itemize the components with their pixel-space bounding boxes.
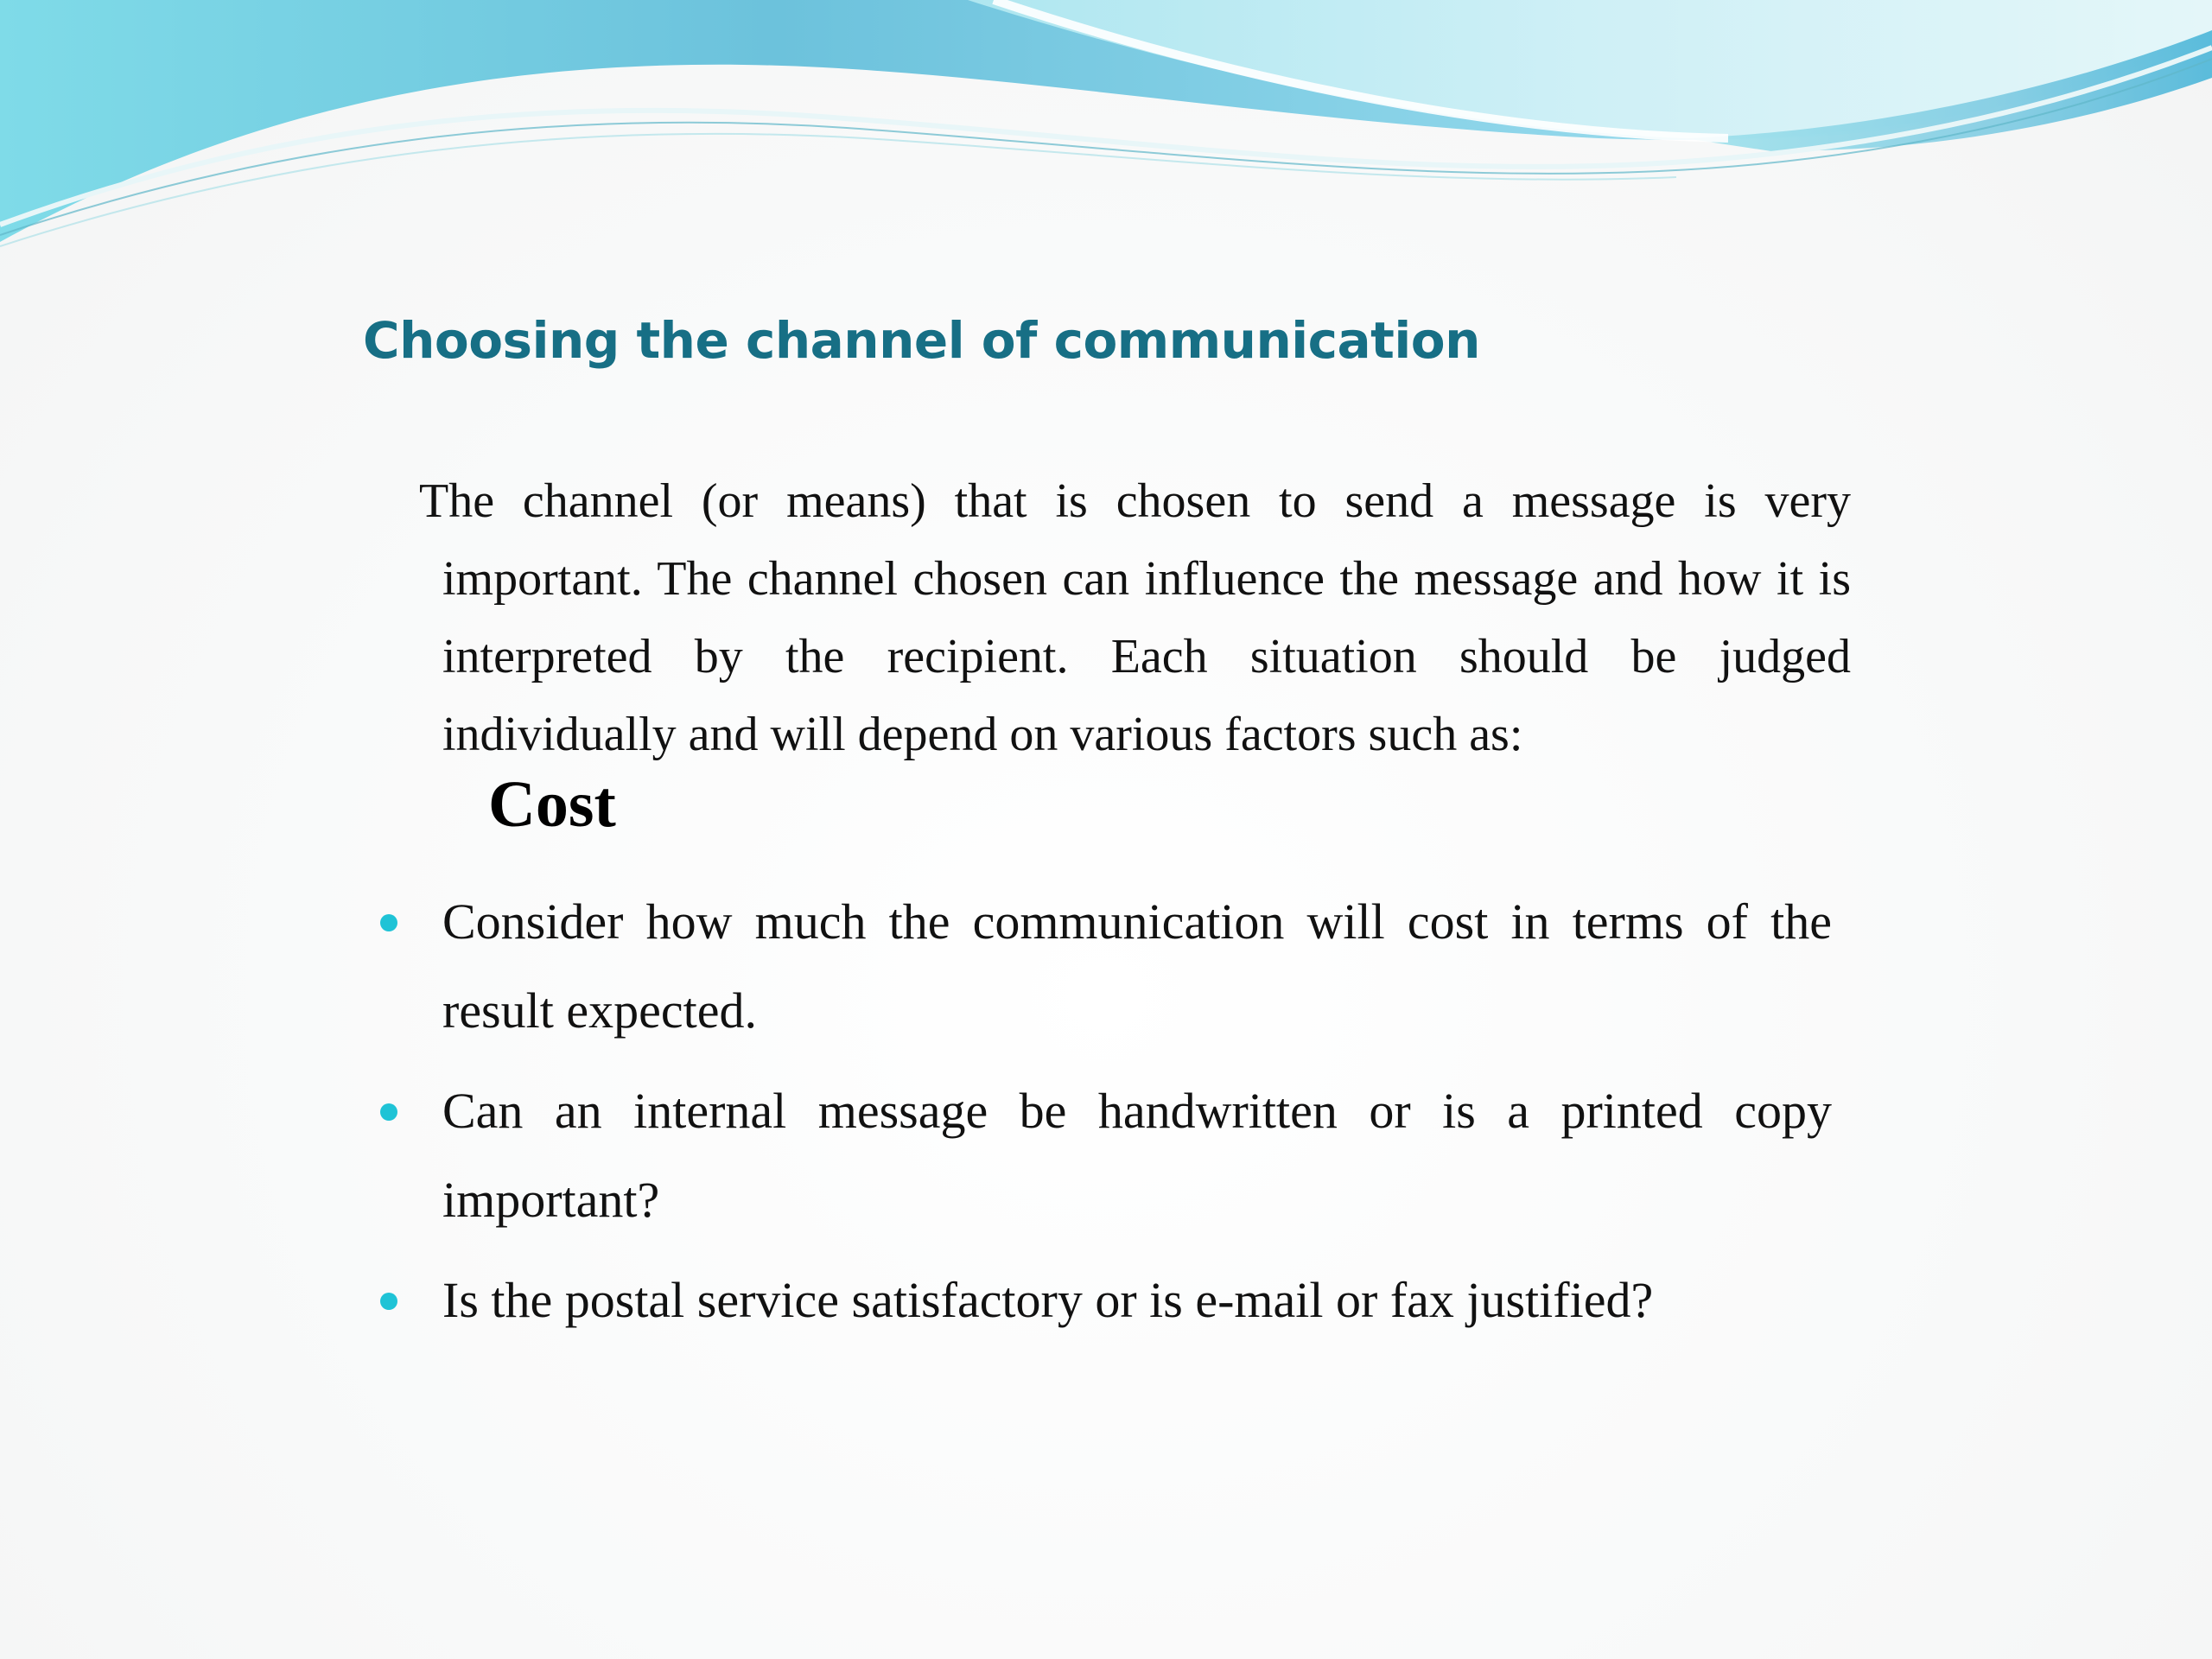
bullet-text: Is the postal service satisfactory or is e-mail or fax justified? [442, 1272, 1654, 1328]
intro-paragraph: The channel (or means) that is chosen to send a message is very important. The channel chosen can influence the message and how it is interpreted by the recipient. Each situation should be judged individually and will depend on various factors such as: [419, 474, 1851, 761]
section-heading-cost: Cost [488, 768, 616, 841]
bullet-dot-icon [380, 1293, 397, 1310]
bullet-dot-icon [380, 1103, 397, 1121]
bullet-text: Can an internal message be handwritten or is a printed copy important? [442, 1083, 1832, 1228]
bullet-item [363, 877, 1832, 1055]
bullet-list [363, 877, 1832, 1356]
bullet-item [363, 1255, 1832, 1344]
bullet-item [363, 1066, 1832, 1244]
slide-title: Choosing the channel of communication [363, 311, 1480, 370]
bullet-dot-icon [380, 914, 397, 931]
wave-banner-decoration [0, 0, 2212, 259]
bullet-text: Consider how much the communication will cost in terms of the result expected. [442, 893, 1832, 1039]
